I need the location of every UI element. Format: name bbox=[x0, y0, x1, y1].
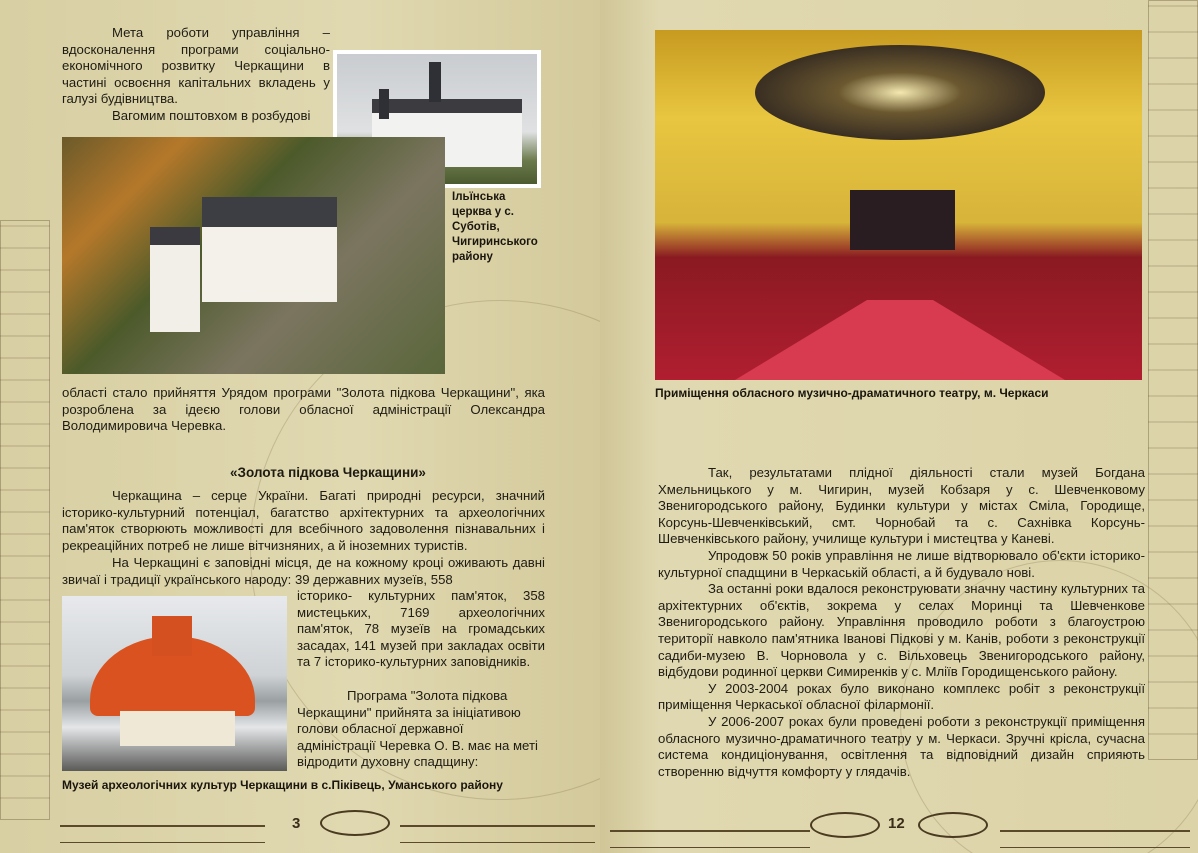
scroll-ornament bbox=[918, 812, 988, 838]
footer-ornament-line bbox=[60, 825, 265, 843]
aerial-church-photo bbox=[62, 137, 445, 374]
museum-caption: Музей археологічних культур Черкащини в с.Пiкiвець, Уманського району bbox=[62, 778, 503, 792]
paragraph: Упродовж 50 років управління не лише відтворювало об'єкти історико-культурної спадщини в Черкаській області, а й будувало нові. bbox=[658, 547, 1145, 580]
column-ornament bbox=[0, 220, 50, 820]
footer-ornament-line bbox=[610, 830, 810, 848]
theater-photo bbox=[655, 30, 1142, 380]
para2-top-block bbox=[62, 555, 545, 588]
para3-block bbox=[297, 688, 545, 771]
church-caption: Ільїнська церква у с. Суботів, Чигиринського району bbox=[452, 191, 538, 263]
section-heading: «Золота підкова Черкащини» bbox=[230, 465, 426, 480]
para2-top: На Черкащині є заповідні місця, де на кожному кроці оживають давні звичаї і традиції українського народу: 39 державних музеїв, 558 bbox=[62, 555, 545, 587]
scroll-ornament bbox=[810, 812, 880, 838]
para1-block bbox=[62, 488, 545, 554]
paragraph: Так, результатами плідної діяльності стали музей Богдана Хмельницького у м. Чигирин, музей Кобзаря у с. Шевченковому Звенигородського району, Будинки культури у містах Сміла, Городище, Корсунь-Шевченківський, смт. Чорнобай та с. Сахнівка Корсунь-Шевченківського району, училище культури і мистецтва у Каневі. bbox=[658, 465, 1145, 547]
theater-caption: Приміщення обласного музично-драматичного театру, м. Черкаси bbox=[655, 386, 1049, 400]
museum-photo bbox=[62, 596, 287, 771]
right-text bbox=[658, 465, 1145, 780]
paragraph: У 2006-2007 роках були проведені роботи з реконструкції приміщення обласного музично-драматичного театру у м. Черкаси. Зручні крісла, сучасна система кондиціонування, освітлення та відповідний дизайн сприяють створенню відчуття комфорту у глядачів. bbox=[658, 713, 1145, 779]
para3: Програма "Золота підкова Черкащини" прийнята за ініціативою голови обласної державної адміністрації Черевка О. В. має на меті відродити духовну спадщину: bbox=[297, 688, 538, 770]
footer-ornament-line bbox=[400, 825, 595, 843]
paragraph: За останні роки вдалося реконструювати значну частину культурних та архітектурних об'єктів, зокрема у селах Моринці та Шевченкове Звенигородського району. Управління проводило роботи з благоустрою території навколо пам'ятника Іванові Підкові у м. Канів, роботи з реконструкції садиби-музею В. Чорновола у с. Вільховець Звенигородського району, відбудови родинної церкви Симиренків у с. Мліїв Городищенського району. bbox=[658, 581, 1145, 680]
scroll-ornament bbox=[320, 810, 390, 836]
para1: Черкащина – серце України. Багаті природні ресурси, значний історико-культурний потенціал, багатство архітектурних та археологічних пам'яток створюють можливості для всебічного задоволення пізнавальних і рекреаційних потреб не лише вітчизняних, а й іноземних туристів. bbox=[62, 488, 545, 553]
paragraph: У 2003-2004 роках було виконано комплекс робіт з реконструкції приміщення Черкаської обласної філармонії. bbox=[658, 680, 1145, 713]
right-page bbox=[600, 0, 1198, 853]
footer-ornament-line bbox=[1000, 830, 1190, 848]
intro-paragraph-2: Вагомим поштовхом в розбудові bbox=[112, 107, 311, 123]
page-number: 12 bbox=[888, 815, 905, 832]
page-number: 3 bbox=[292, 815, 301, 832]
intro-paragraph: Мета роботи управління – вдосконалення програми соціально-економічного розвитку Черкащини в частині освоєння капітальних вкладень у галузі будівництва. bbox=[62, 25, 330, 107]
para2-side: історико- культурних пам'яток, 358 мистецьких, 7169 археологічних пам'яток, 78 музеїв на громадських засадах, 141 музей при закладах освіти та 7 історико-культурних заповідників. bbox=[297, 588, 545, 670]
intro-text bbox=[62, 25, 330, 125]
continuation-paragraph: області стало прийняття Урядом програми "Золота підкова Черкащини", яка розроблена за ідеєю голови обласної адміністрації Олександра Володимировича Черевка. bbox=[62, 385, 545, 434]
